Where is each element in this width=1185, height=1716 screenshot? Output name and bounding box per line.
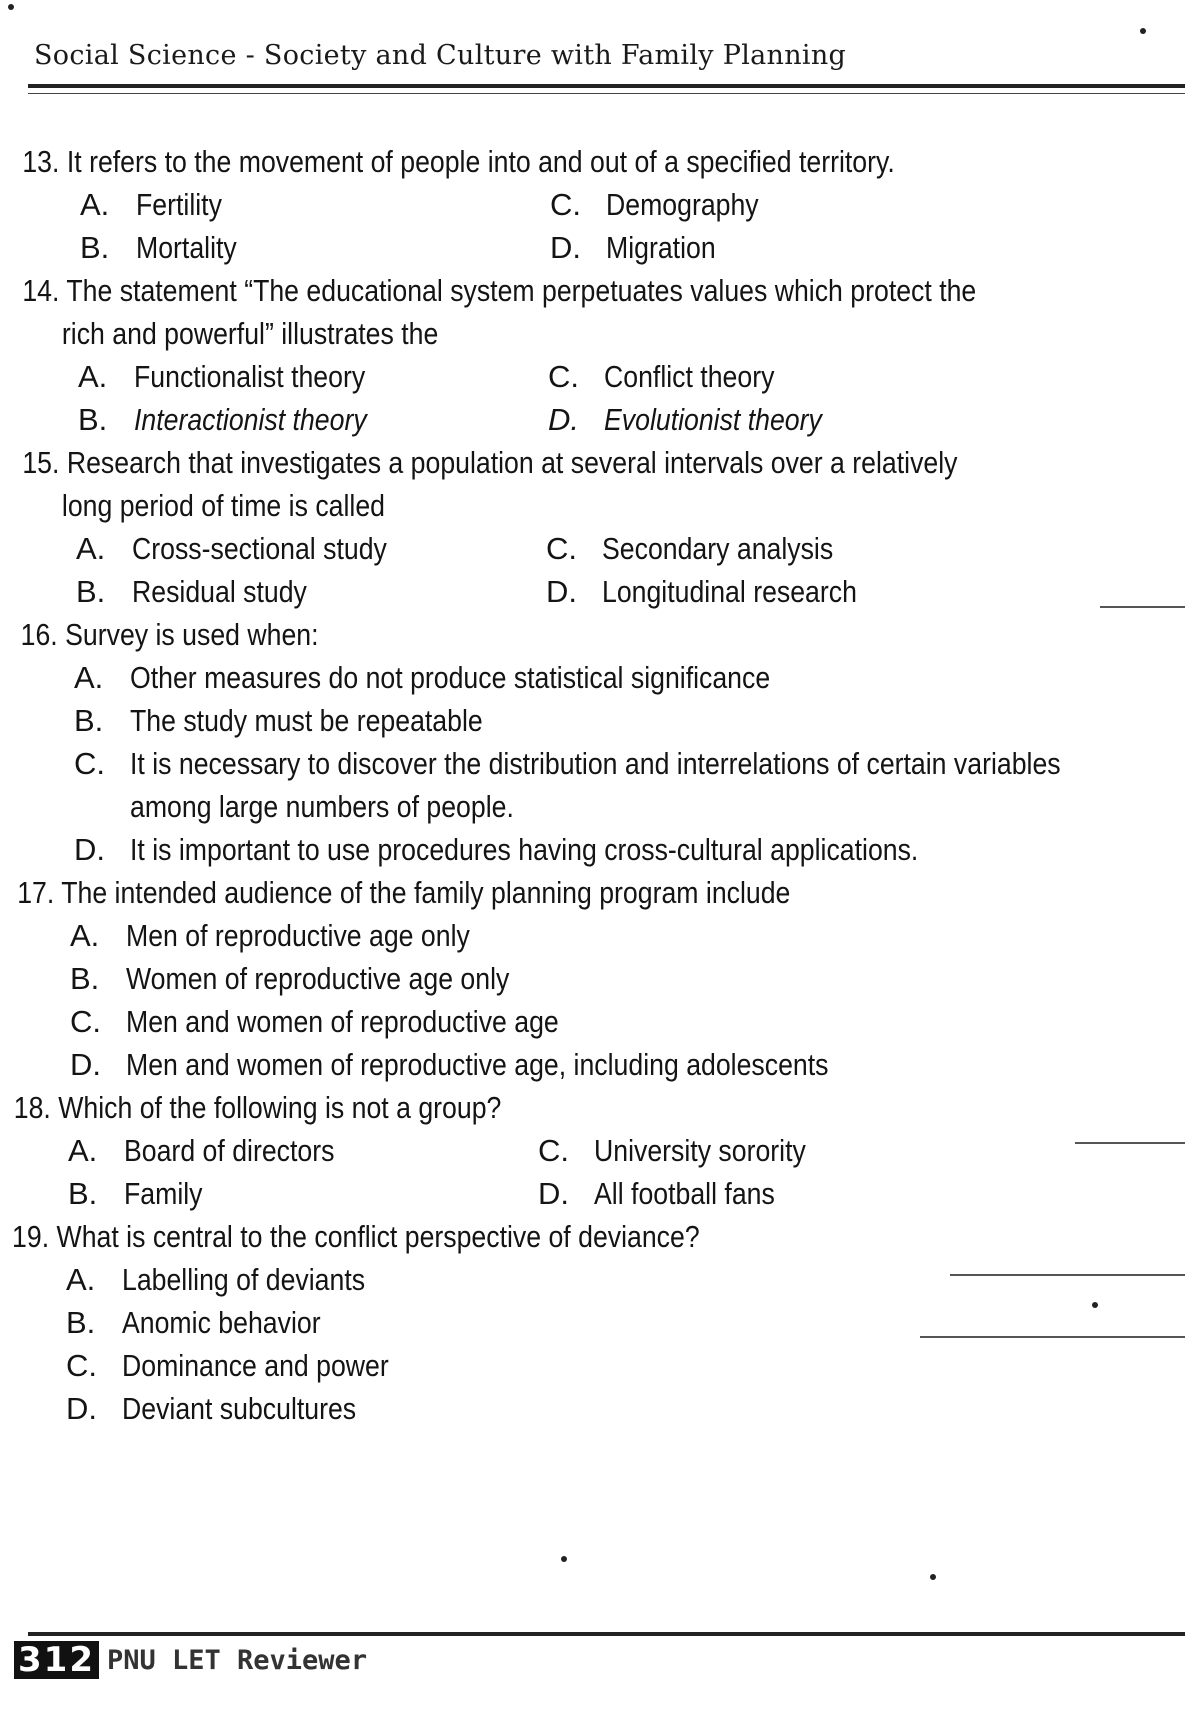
option-b[interactable]: B. Anomic behavior <box>66 1305 321 1340</box>
question-stem: Research that investigates a population at several intervals over a relatively <box>66 445 958 480</box>
option-d[interactable]: D. Deviant subcultures <box>66 1391 357 1426</box>
answer-blank <box>1100 606 1185 608</box>
option-a[interactable]: A. Board of directors <box>68 1133 335 1168</box>
option-c[interactable]: C. Dominance and power <box>66 1348 389 1383</box>
question-list <box>0 140 1185 1430</box>
question-stem: The statement “The educational system perpetuates values which protect the <box>66 273 977 308</box>
footer-rule <box>28 1632 1185 1636</box>
option-a[interactable]: A. Cross-sectional study <box>76 531 387 566</box>
option-d[interactable]: D. It is important to use procedures having cross-cultural applications. <box>74 832 919 867</box>
option-c[interactable]: C. Men and women of reproductive age <box>70 1004 559 1039</box>
option-b[interactable]: B. Family <box>68 1176 203 1211</box>
option-b[interactable]: B. Mortality <box>80 230 237 265</box>
page-footer <box>14 1640 367 1680</box>
question-stem: It refers to the movement of people into and out of a specified territory. <box>66 144 895 179</box>
question-number: 18. <box>13 1090 51 1125</box>
option-d[interactable]: D. Longitudinal research <box>546 574 857 609</box>
question-number: 14. <box>22 273 60 308</box>
question-number: 13. <box>22 144 60 179</box>
header-rule-thin <box>28 93 1185 94</box>
option-d[interactable]: D. All football fans <box>538 1176 775 1211</box>
question-stem: Survey is used when: <box>65 617 319 652</box>
header-rule <box>28 84 1185 88</box>
option-c[interactable]: C. University sorority <box>538 1133 806 1168</box>
option-b[interactable]: B. Interactionist theory <box>78 402 367 437</box>
question-number: 19. <box>12 1219 50 1254</box>
print-speck <box>930 1574 936 1580</box>
question-14 <box>0 269 1185 441</box>
question-13 <box>0 140 1185 269</box>
page-header-title: Social Science - Society and Culture with Family Planning <box>34 40 847 71</box>
question-19 <box>0 1215 1185 1430</box>
option-c[interactable]: C. It is necessary to discover the distribution and interrelations of certain variables among large numbers of people. <box>74 746 1061 824</box>
question-stem: The intended audience of the family planning program include <box>61 875 791 910</box>
option-a[interactable]: A. Labelling of deviants <box>66 1262 366 1297</box>
question-15 <box>0 441 1185 613</box>
question-stem: Which of the following is not a group? <box>58 1090 502 1125</box>
print-speck <box>561 1556 567 1562</box>
print-speck <box>1140 28 1146 34</box>
option-a[interactable]: A. Fertility <box>80 187 222 222</box>
question-16 <box>0 613 1185 871</box>
option-c[interactable]: C. Conflict theory <box>548 359 775 394</box>
option-b[interactable]: B. The study must be repeatable <box>74 703 483 738</box>
question-18 <box>0 1086 1185 1215</box>
question-17 <box>0 871 1185 1086</box>
option-c[interactable]: C. Demography <box>550 187 759 222</box>
question-stem-continued: long period of time is called <box>61 488 385 523</box>
print-speck <box>1092 1302 1098 1308</box>
question-stem: What is central to the conflict perspective of deviance? <box>56 1219 700 1254</box>
question-stem-continued: rich and powerful” illustrates the <box>61 316 439 351</box>
page-number: 312 <box>14 1641 99 1679</box>
answer-blank <box>950 1274 1185 1276</box>
question-number: 15. <box>22 445 60 480</box>
option-b[interactable]: B. Women of reproductive age only <box>70 961 510 996</box>
question-number: 17. <box>17 875 55 910</box>
option-d[interactable]: D. Evolutionist theory <box>548 402 822 437</box>
option-a[interactable]: A. Other measures do not produce statistical significance <box>74 660 771 695</box>
option-d[interactable]: D. Migration <box>550 230 716 265</box>
option-d[interactable]: D. Men and women of reproductive age, including adolescents <box>70 1047 829 1082</box>
option-c[interactable]: C. Secondary analysis <box>546 531 834 566</box>
option-b[interactable]: B. Residual study <box>76 574 307 609</box>
answer-blank <box>1075 1142 1185 1144</box>
option-a[interactable]: A. Men of reproductive age only <box>70 918 470 953</box>
print-speck <box>8 4 14 10</box>
question-number: 16. <box>20 617 58 652</box>
option-a[interactable]: A. Functionalist theory <box>78 359 366 394</box>
footer-label: PNU LET Reviewer <box>106 1644 368 1676</box>
answer-blank <box>920 1336 1185 1338</box>
